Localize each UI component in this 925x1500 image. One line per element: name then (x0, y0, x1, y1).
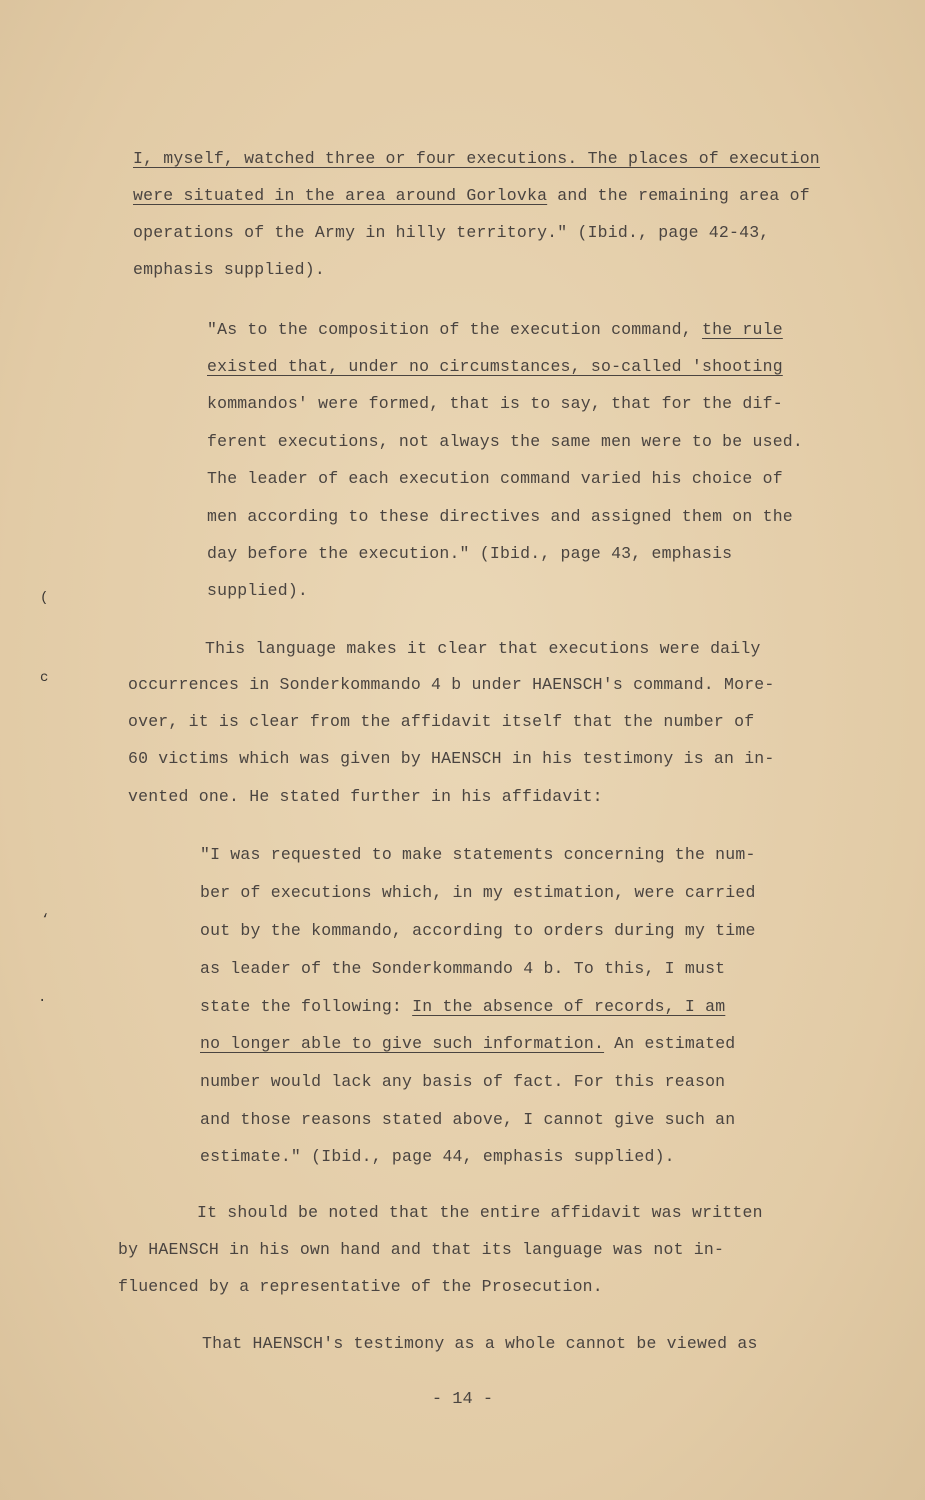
text-segment: and the remaining area of (547, 186, 810, 205)
text-line (133, 223, 769, 243)
text-line (207, 469, 783, 489)
page-number: - 14 - (431, 1390, 494, 1409)
text-segment: vented one. He stated further in his affidavit: (128, 787, 603, 806)
text-line (200, 883, 756, 903)
text-segment: estimate." (Ibid., page 44, emphasis supplied). (200, 1147, 675, 1166)
text-segment: out by the kommando, according to orders during my time (200, 921, 756, 940)
binding-hole-mark: c (40, 670, 49, 686)
text-line (128, 787, 603, 807)
text-line (118, 1277, 603, 1297)
text-segment: fluenced by a representative of the Prosecution. (118, 1277, 603, 1296)
text-line (128, 675, 775, 695)
text-segment: and those reasons stated above, I cannot give such an (200, 1110, 736, 1129)
underlined-text: no longer able to give such information. (200, 1034, 605, 1053)
text-segment: kommandos' were formed, that is to say, that for the dif- (207, 394, 783, 413)
underlined-text: existed that, under no circumstances, so-called 'shooting (207, 357, 783, 376)
text-line (133, 260, 325, 280)
text-segment: The leader of each execution command varied his choice of (207, 469, 783, 488)
text-line (202, 1334, 758, 1354)
text-line (128, 749, 775, 769)
text-line (133, 186, 810, 206)
text-line (128, 712, 754, 732)
text-line (200, 921, 756, 941)
text-line (207, 507, 793, 527)
text-segment: as leader of the Sonderkommando 4 b. To this, I must (200, 959, 726, 978)
text-line (118, 1240, 724, 1260)
text-segment: state the following: (200, 997, 413, 1016)
text-segment: day before the execution." (Ibid., page 43, emphasis (207, 544, 733, 563)
text-line (200, 1072, 725, 1092)
text-line (207, 544, 732, 564)
underlined-text: the rule (701, 320, 783, 339)
text-line (207, 432, 803, 452)
text-segment: 60 victims which was given by HAENSCH in his testimony is an in- (128, 749, 775, 768)
text-segment: number would lack any basis of fact. For this reason (200, 1072, 726, 1091)
text-line (200, 1110, 735, 1130)
text-segment: ferent executions, not always the same men were to be used. (207, 432, 803, 451)
text-segment: "As to the composition of the execution command, (207, 320, 702, 339)
text-segment: men according to these directives and assigned them on the (207, 507, 793, 526)
text-line (197, 1203, 763, 1223)
text-segment: by HAENSCH in his own hand and that its language was not in- (118, 1240, 725, 1259)
binding-hole-mark: . (38, 990, 47, 1006)
text-segment: That HAENSCH's testimony as a whole cannot be viewed as (202, 1334, 758, 1353)
text-line (200, 1034, 735, 1054)
text-segment: occurrences in Sonderkommando 4 b under HAENSCH's command. More- (128, 675, 775, 694)
text-line (200, 959, 725, 979)
text-segment: An estimated (604, 1034, 736, 1053)
text-line (133, 149, 820, 169)
text-line (207, 581, 308, 601)
text-line (200, 997, 725, 1017)
text-segment: This language makes it clear that executions were daily (205, 639, 761, 658)
text-segment: over, it is clear from the affidavit itself that the number of (128, 712, 755, 731)
text-line (207, 357, 783, 377)
underlined-text: I, myself, watched three or four executions. The places of execution (133, 149, 820, 168)
text-segment: supplied). (207, 581, 309, 600)
text-line (200, 1147, 675, 1167)
underlined-text: were situated in the area around Gorlovka (133, 186, 548, 205)
text-segment: emphasis supplied). (133, 260, 325, 279)
text-line (205, 639, 761, 659)
underlined-text: In the absence of records, I am (412, 997, 726, 1016)
text-segment: operations of the Army in hilly territory." (Ibid., page 42-43, (133, 223, 770, 242)
text-segment: ber of executions which, in my estimation, were carried (200, 883, 756, 902)
text-line (207, 394, 783, 414)
text-line (207, 320, 783, 340)
text-line (200, 845, 756, 865)
text-segment: It should be noted that the entire affidavit was written (197, 1203, 763, 1222)
binding-hole-mark: ( (40, 590, 49, 606)
binding-hole-mark: ‘ (41, 912, 50, 928)
text-segment: "I was requested to make statements concerning the num- (200, 845, 756, 864)
